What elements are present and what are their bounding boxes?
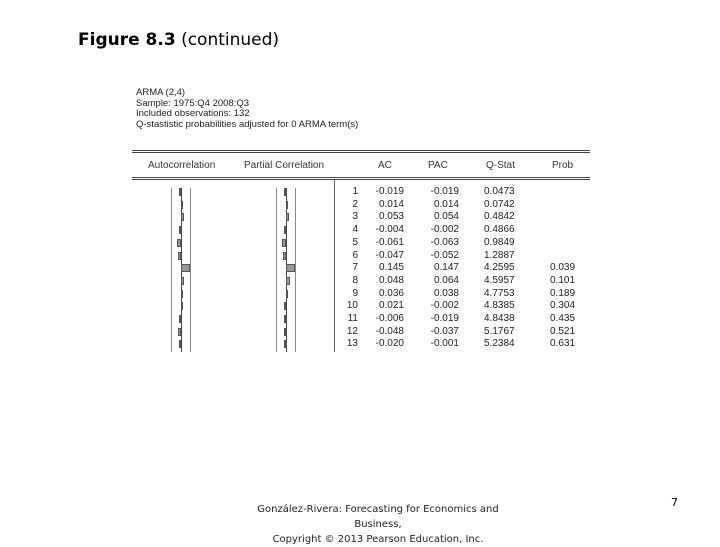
ac-cell: -0.020 [375,338,404,350]
col-pac: PAC [428,160,448,171]
qstat-cell: 4.7753 [484,287,515,299]
ac-cell: 0.053 [378,211,404,223]
pac-cell: -0.002 [430,224,459,236]
table-row [132,313,590,326]
observations-line: Included observations: 132 [136,108,250,119]
col-partial-correlation: Partial Correlation [244,160,325,171]
lag-cell: 5 [352,236,358,248]
qstat-note-line: Q-stastistic probabilities adjusted for 0 ARMA term(s) [136,118,359,130]
pac-cell: -0.037 [430,325,459,337]
qstat-cell: 0.0742 [484,198,515,210]
sample-line: Sample: 1975:Q4 2008:Q3 [136,97,250,109]
ac-cell: -0.006 [375,313,404,324]
col-qstat: Q-Stat [486,160,515,171]
ac-cell: 0.036 [378,287,404,299]
ac-cell: -0.047 [375,249,404,261]
page-number: 7 [671,496,678,509]
pac-cell: -0.001 [430,338,459,350]
prob-cell: 0.039 [550,262,576,274]
qstat-cell: 4.8385 [484,300,515,312]
pac-cell: 0.054 [433,211,459,223]
prob-cell: 0.631 [550,338,576,350]
footer-line-1: González-Rivera: Forecasting for Economics and Business, [257,504,499,530]
qstat-cell: 5.2384 [484,338,515,350]
pac-cell: -0.019 [430,186,459,197]
model-line: ARMA (2,4) [136,87,186,98]
table-row [132,338,590,351]
ac-cell: 0.145 [378,262,404,274]
qstat-cell: 5.1767 [484,325,515,337]
lag-cell: 10 [346,300,358,312]
lag-cell: 7 [352,262,358,274]
table-row [132,300,590,313]
ac-cell: 0.014 [378,198,404,210]
ac-cell: 0.021 [378,300,404,312]
table-row [132,186,590,199]
top-rule [132,150,590,151]
lag-cell: 2 [352,198,358,210]
lag-cell: 13 [346,338,358,350]
pac-cell: -0.002 [430,300,459,312]
prob-cell: 0.101 [550,274,576,286]
figure-label: Figure 8.3 [78,30,176,50]
qstat-cell: 4.8438 [484,313,515,324]
qstat-cell: 0.4866 [484,224,515,236]
pac-cell: 0.147 [433,262,459,274]
header-rule-double [132,179,590,180]
table-row [132,237,590,250]
pac-cell: 0.014 [433,198,459,210]
lag-cell: 11 [347,313,358,324]
prob-cell: 0.189 [550,287,576,299]
table-row [132,250,590,263]
col-ac: AC [378,160,392,171]
lag-cell: 4 [352,224,358,236]
qstat-cell: 0.0473 [484,186,515,197]
col-autocorrelation: Autocorrelation [148,160,216,171]
prob-cell: 0.304 [550,300,576,312]
ac-cell: -0.004 [375,224,404,236]
footer-line-2: Copyright © 2013 Pearson Education, Inc. [272,534,484,545]
table-row [132,199,590,212]
qstat-cell: 1.2887 [484,249,515,261]
table-row [132,224,590,237]
figure-suffix: (continued) [175,30,280,50]
pac-cell: 0.038 [433,287,459,299]
lag-cell: 12 [346,325,358,337]
prob-cell: 0.435 [550,313,576,324]
output-header [136,88,358,130]
lag-cell: 1 [352,186,358,197]
ac-cell: -0.061 [375,236,404,248]
slide-title [78,30,279,50]
header-rule [132,177,590,178]
table-row [132,262,590,275]
col-prob: Prob [552,160,574,171]
ac-cell: 0.048 [378,274,404,286]
ac-cell: -0.019 [375,186,404,197]
lag-cell: 3 [352,211,358,223]
prob-cell: 0.521 [550,325,576,337]
qstat-cell: 4.2595 [484,262,515,274]
pac-cell: -0.063 [430,236,459,248]
lag-cell: 9 [352,287,358,299]
pac-cell: -0.019 [430,313,459,324]
pac-cell: -0.052 [430,249,459,261]
qstat-cell: 4.5957 [484,274,515,286]
footer-citation [238,502,518,547]
lag-cell: 6 [352,249,358,261]
lag-cell: 8 [352,274,358,286]
table-row [132,275,590,288]
ac-cell: -0.048 [375,325,404,337]
qstat-cell: 0.4842 [484,211,515,223]
pac-cell: 0.064 [433,274,459,286]
table-row [132,288,590,301]
qstat-cell: 0.9849 [484,236,515,248]
table-row [132,326,590,339]
top-rule-double [132,152,590,153]
table-row [132,211,590,224]
